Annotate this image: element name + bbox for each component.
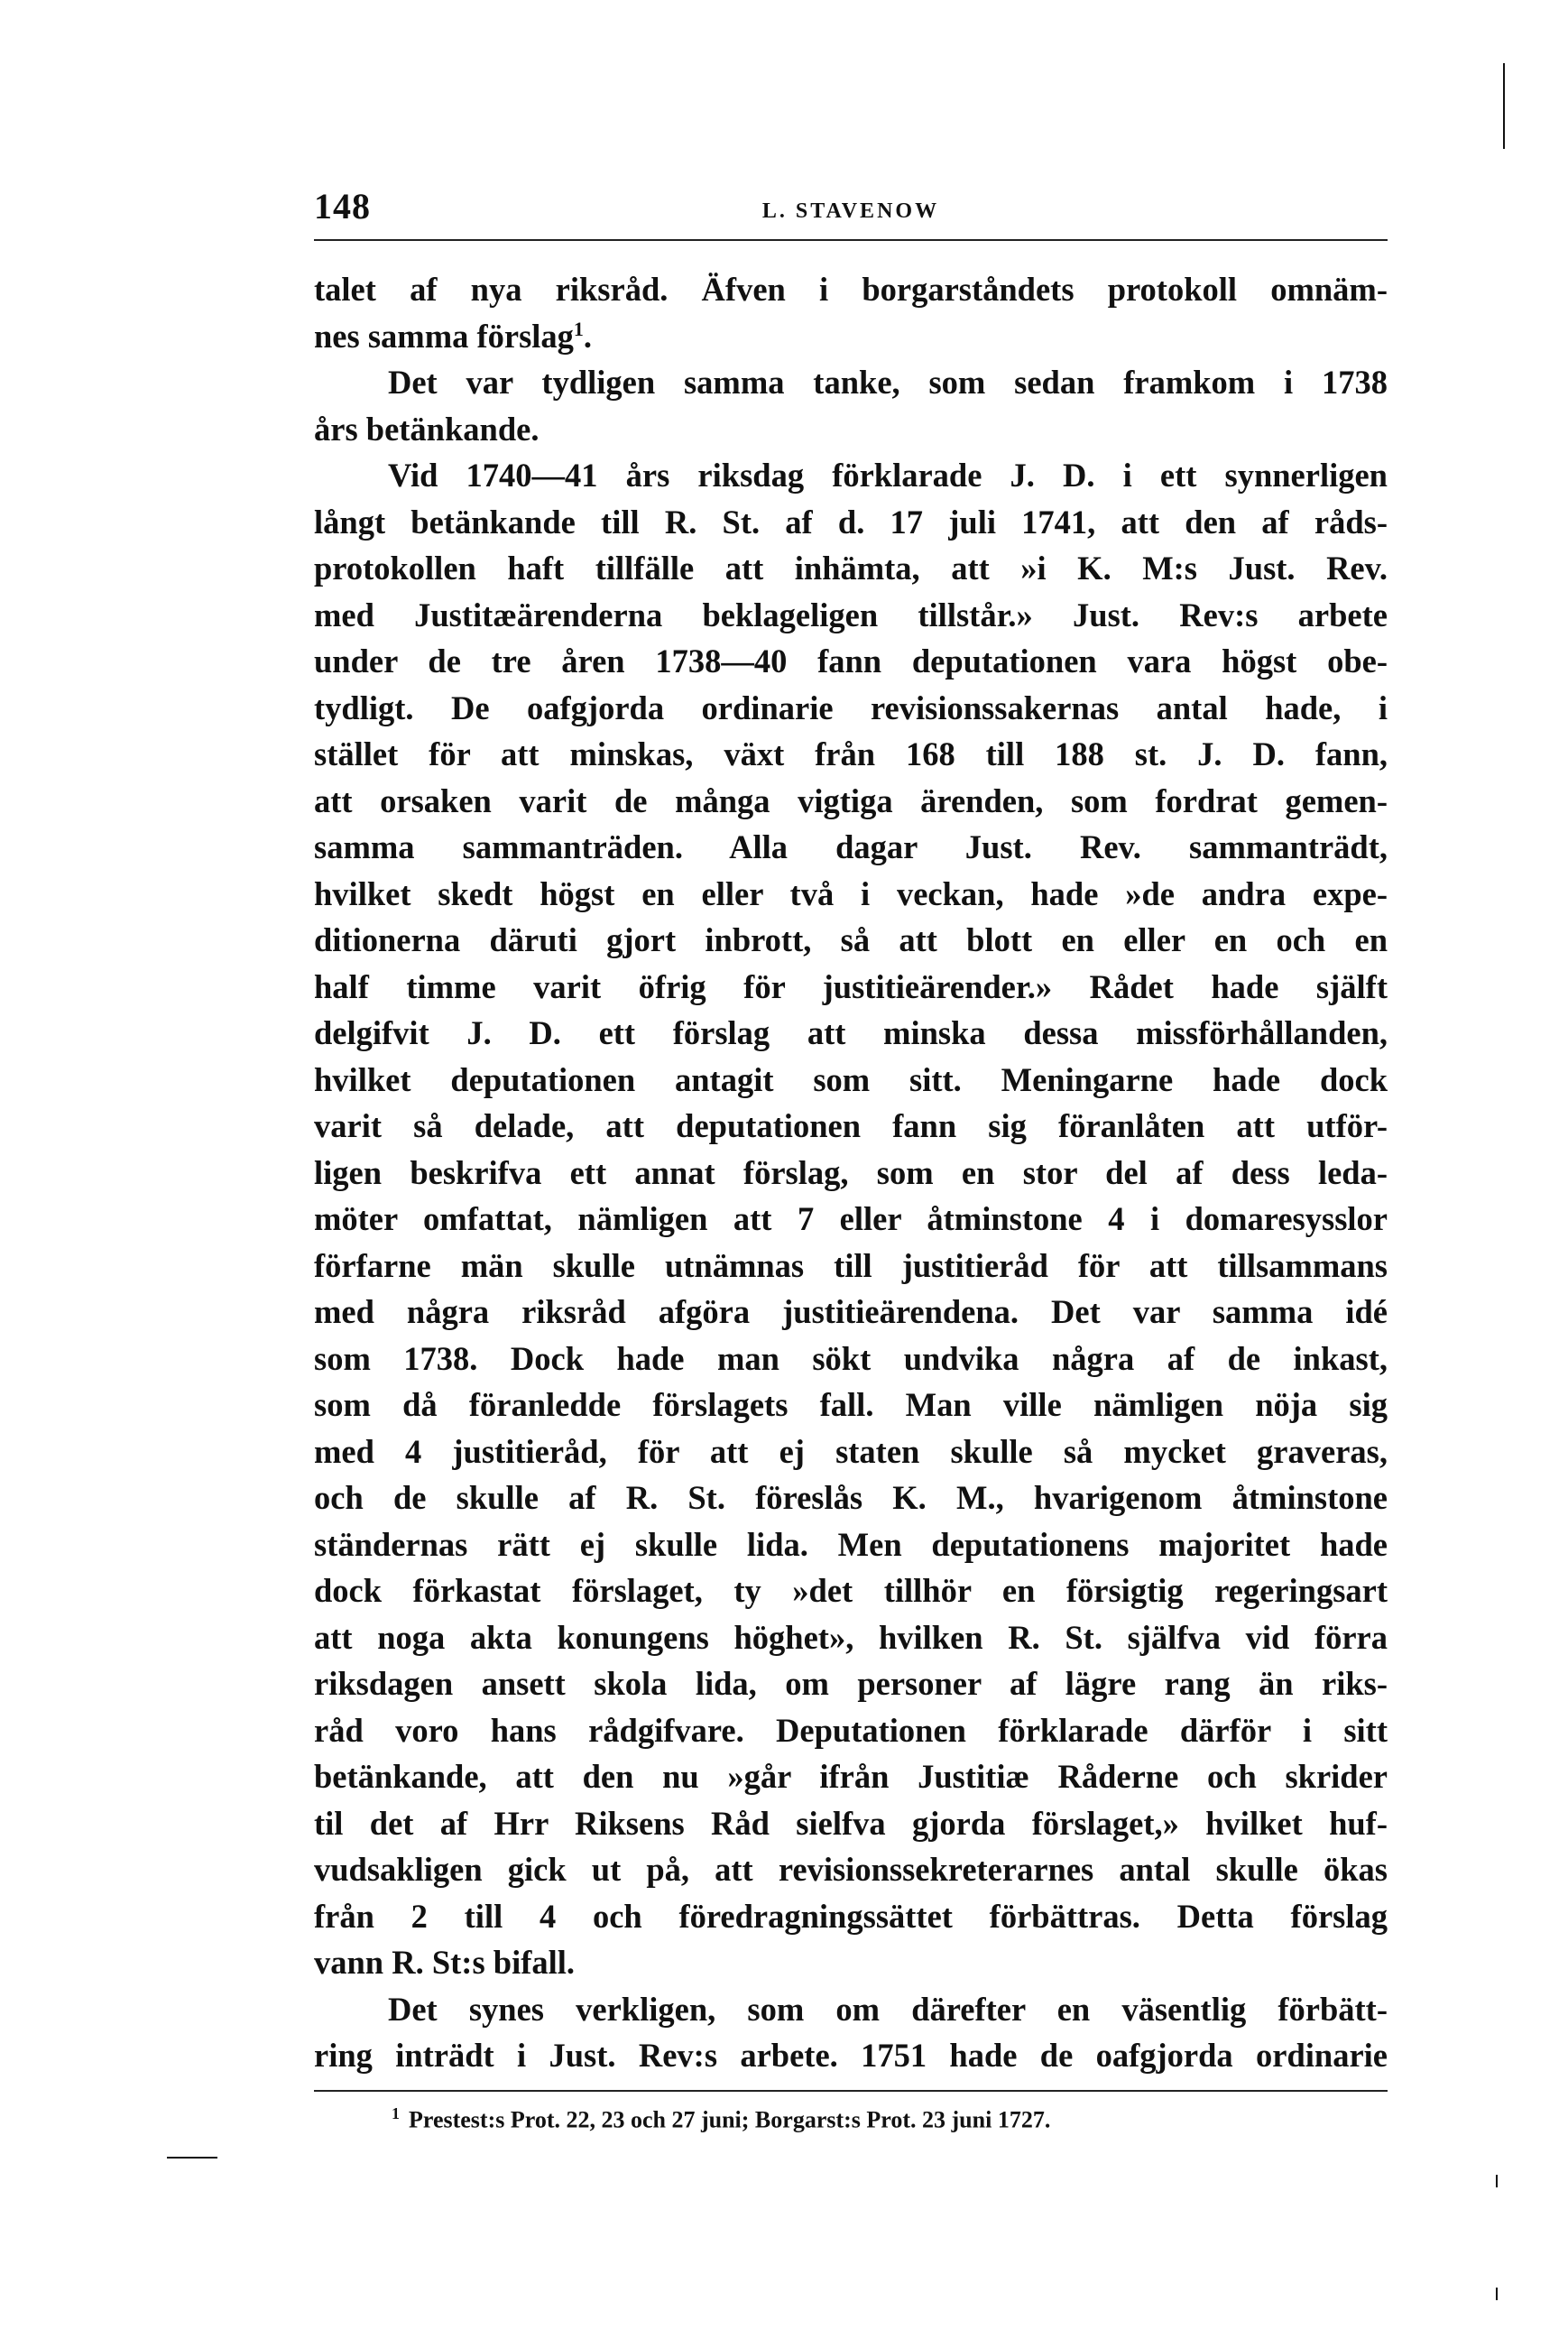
text-line-content: vann R. St:s bifall. xyxy=(314,1944,576,1981)
footnote-text: Prestest:s Prot. 22, 23 och 27 juni; Borgarst:s Prot. 23 juni 1727. xyxy=(409,2106,1051,2133)
text-line xyxy=(314,1010,1388,1057)
text-line xyxy=(314,1057,1388,1104)
text-line xyxy=(314,1567,1388,1614)
text-line-content: under de tre åren 1738—40 fann deputationen vara högst obe- xyxy=(314,643,1388,680)
text-line xyxy=(314,406,1388,453)
text-line xyxy=(314,266,1388,313)
body-text xyxy=(314,266,1388,2079)
text-line-content: til det af Hrr Riksens Råd sielfva gjorda förslaget,» hvilket huf- xyxy=(314,1804,1388,1842)
footnote xyxy=(314,2104,1388,2134)
text-line-content: samma sammanträden. Alla dagar Just. Rev. sammanträdt, xyxy=(314,828,1388,865)
text-line xyxy=(314,1893,1388,1940)
text-line xyxy=(314,871,1388,918)
text-line-content: stället för att minskas, växt från 168 till 188 st. J. D. fann, xyxy=(314,735,1388,772)
text-line xyxy=(314,1660,1388,1707)
text-line-content: half timme varit öfrig för justitieärender.» Rådet hade själft xyxy=(314,967,1388,1005)
text-line xyxy=(314,1243,1388,1290)
text-line-content: års betänkande. xyxy=(314,410,540,448)
footnote-reference: 1 xyxy=(573,317,584,340)
text-line-content: med några riksråd afgöra justitieärendena. Det var samma idé xyxy=(314,1293,1388,1330)
text-line-content: delgifvit J. D. ett förslag att minska dessa missförhållanden, xyxy=(314,1014,1388,1051)
text-line-suffix: . xyxy=(583,317,593,355)
text-line xyxy=(314,545,1388,592)
text-line-content: med Justitæärenderna beklageligen tillstår.» Just. Rev:s arbete xyxy=(314,596,1388,633)
footnote-rule xyxy=(314,2090,1388,2092)
document-page xyxy=(314,185,1388,2133)
text-line-content: och de skulle af R. St. föreslås K. M., hvarigenom åtminstone xyxy=(314,1479,1388,1516)
text-line xyxy=(314,638,1388,685)
text-line xyxy=(314,1753,1388,1800)
text-line xyxy=(314,1475,1388,1521)
text-line xyxy=(314,1428,1388,1475)
page-number: 148 xyxy=(314,186,371,227)
text-line-content: dock förkastat förslaget, ty »det tillhör en försigtig regeringsart xyxy=(314,1572,1388,1609)
text-line xyxy=(314,1800,1388,1847)
text-line-content: varit så delade, att deputationen fann sig föranlåten att utför- xyxy=(314,1107,1388,1144)
text-line xyxy=(314,1289,1388,1336)
text-line xyxy=(314,1939,1388,1986)
text-line xyxy=(314,731,1388,778)
text-line xyxy=(314,313,1388,360)
text-line xyxy=(314,499,1388,546)
text-line-content: ditionerna däruti gjort inbrott, så att blott en eller en och en xyxy=(314,921,1388,958)
text-line xyxy=(314,778,1388,825)
text-line-content: ring inträdt i Just. Rev:s arbete. 1751 hade de oafgjorda ordinarie xyxy=(314,2037,1388,2074)
running-head: L. STAVENOW xyxy=(761,199,940,223)
footnote-mark: 1 xyxy=(392,2103,400,2122)
text-line-content: protokollen haft tillfälle att inhämta, att »i K. M:s Just. Rev. xyxy=(314,550,1388,587)
scan-mark xyxy=(167,2157,217,2159)
page-header xyxy=(314,185,1388,241)
text-line-content: Det var tydligen samma tanke, som sedan framkom i 1738 xyxy=(388,364,1388,401)
text-line-content: att orsaken varit de många vigtiga ärenden, som fordrat gemen- xyxy=(314,781,1388,819)
text-line xyxy=(314,1846,1388,1893)
text-line xyxy=(314,1103,1388,1150)
text-line xyxy=(314,964,1388,1011)
text-line xyxy=(314,1521,1388,1568)
text-line-content: ligen beskrifva ett annat förslag, som en stor del af dess leda- xyxy=(314,1153,1388,1191)
text-line xyxy=(314,2032,1388,2079)
text-line-content: hvilket deputationen antagit som sitt. Meningarne hade dock xyxy=(314,1060,1388,1098)
text-line-content: nes samma förslag xyxy=(314,317,574,355)
text-line xyxy=(314,592,1388,639)
text-line-content: som 1738. Dock hade man sökt undvika några af de inkast, xyxy=(314,1339,1388,1377)
text-line-content: ständernas rätt ej skulle lida. Men deputationens majoritet hade xyxy=(314,1525,1388,1563)
text-line-content: som då föranledde förslagets fall. Man ville nämligen nöja sig xyxy=(314,1386,1388,1423)
scan-mark xyxy=(1496,2288,1498,2300)
text-line xyxy=(314,685,1388,732)
text-line-content: vudsakligen gick ut på, att revisionssekreterarnes antal skulle ökas xyxy=(314,1851,1388,1888)
text-line-content: med 4 justitieråd, för att ej staten skulle så mycket graveras, xyxy=(314,1432,1388,1470)
text-line xyxy=(314,1150,1388,1197)
text-line xyxy=(314,824,1388,871)
text-line xyxy=(314,1707,1388,1754)
text-line xyxy=(314,359,1388,406)
text-line xyxy=(314,452,1388,499)
text-line-content: från 2 till 4 och föredragningssättet förbättras. Detta förslag xyxy=(314,1897,1388,1935)
text-line-content: Det synes verkligen, som om därefter en väsentlig förbätt- xyxy=(388,1990,1388,2028)
text-line-content: betänkande, att den nu »går ifrån Justitiæ Råderne och skrider xyxy=(314,1758,1388,1795)
text-line-content: tydligt. De oafgjorda ordinarie revisionssakernas antal hade, i xyxy=(314,689,1388,726)
text-line xyxy=(314,1382,1388,1428)
text-line-content: riksdagen ansett skola lida, om personer af lägre rang än riks- xyxy=(314,1665,1388,1702)
text-line xyxy=(314,917,1388,964)
scan-mark xyxy=(1503,63,1505,149)
text-line-content: råd voro hans rådgifvare. Deputationen förklarade därför i sitt xyxy=(314,1711,1388,1749)
text-line-content: talet af nya riksråd. Äfven i borgarståndets protokoll omnäm- xyxy=(314,271,1388,308)
text-line xyxy=(314,1336,1388,1382)
scan-mark xyxy=(1496,2175,1498,2187)
text-line-content: hvilket skedt högst en eller två i veckan, hade »de andra expe- xyxy=(314,874,1388,912)
text-line xyxy=(314,1986,1388,2033)
text-line-content: Vid 1740—41 års riksdag förklarade J. D. i ett synnerligen xyxy=(388,457,1388,494)
text-line-content: möter omfattat, nämligen att 7 eller åtminstone 4 i domaresysslor xyxy=(314,1200,1388,1237)
text-line-content: att noga akta konungens höghet», hvilken R. St. själfva vid förra xyxy=(314,1618,1388,1656)
text-line xyxy=(314,1196,1388,1243)
text-line xyxy=(314,1614,1388,1661)
text-line-content: förfarne män skulle utnämnas till justitieråd för att tillsammans xyxy=(314,1246,1388,1284)
text-line-content: långt betänkande till R. St. af d. 17 juli 1741, att den af råds- xyxy=(314,503,1388,541)
